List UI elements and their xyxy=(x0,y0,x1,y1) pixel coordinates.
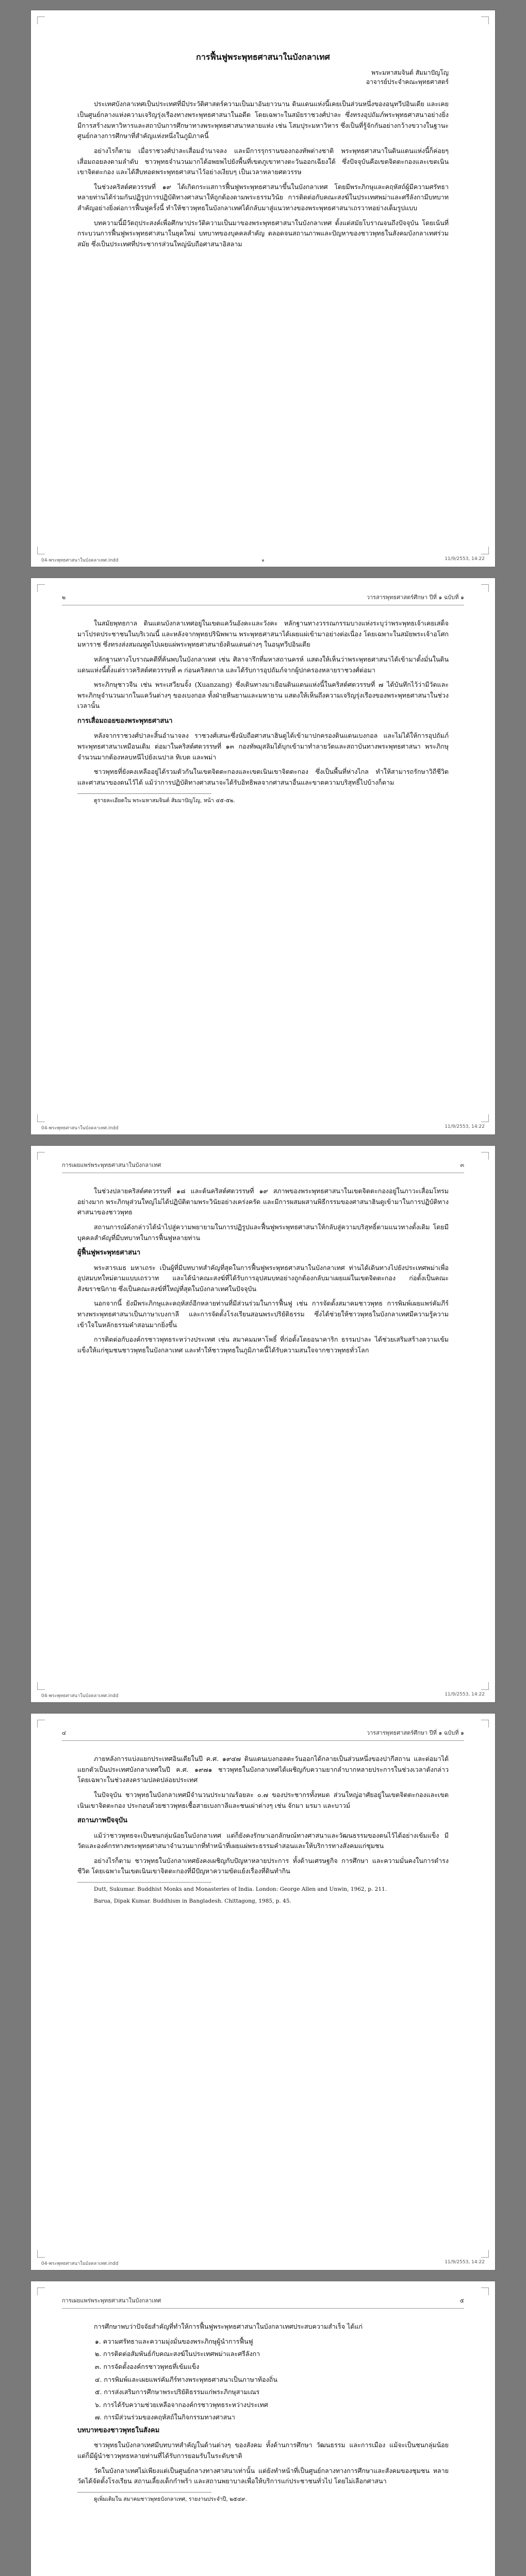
page-content xyxy=(77,2321,449,2576)
footer-date: 11/9/2553, 14:22 xyxy=(445,2260,485,2265)
list-item: ๑. ความศรัทธาและความมุ่งมั่นของพระภิกษุผู้นำการฟื้นฟู xyxy=(95,2337,253,2345)
crop-mark xyxy=(481,1682,489,1690)
paragraph: สถานการณ์ดังกล่าวได้นำไปสู่ความพยายามในการปฏิรูปและฟื้นฟูพระพุทธศาสนาให้กลับสู่ความบริสุทธิ์ตามแนวทางดั้งเดิม โดยมีบุคคลสำคัญที่มีบทบาทในการฟื้นฟูหลายท่าน xyxy=(77,1223,449,1242)
header-page-number: ๒ xyxy=(62,594,66,601)
footnote-rule xyxy=(77,2492,211,2496)
paragraph: พระสารเมธ มหาเถระ เป็นผู้ที่มีบทบาทสำคัญที่สุดในการฟื้นฟูพระพุทธศาสนาในบังกลาเทศ ท่านได้เดินทางไปยังประเทศพม่าเพื่ออุปสมบทใหม่ตามแบบเถรวาท และได้นำคณะสงฆ์ที่ได้รับการอุปสมบทอย่างถูกต้องกลับมาเผยแผ่ในเขตจิตตะกอง ก่อตั้งเป็นคณะสังฆราชนิกาย ซึ่งเป็นคณะสงฆ์ที่ใหญ่ที่สุดในบังกลาเทศในปัจจุบัน xyxy=(77,1263,449,1293)
paragraph: ในสมัยพุทธกาล ดินแดนบังกลาเทศอยู่ในเขตแคว้นอังคะและวังคะ หลักฐานทางวรรณกรรมบางแห่งระบุว่าพระพุทธเจ้าเคยเสด็จมาโปรดประชาชนในบริเวณนี้ และหลังจากพุทธปรินิพพาน พระพุทธศาสนาได้เผยแผ่เข้ามาอย่างต่อเนื่อง โดยเฉพาะในสมัยพระเจ้าอโศกมหาราช ซึ่งทรงส่งสมณทูตไปเผยแผ่พระพุทธศาสนายังดินแดนต่างๆ ในอนุทวีปอินเดีย xyxy=(77,619,449,649)
document-page-3 xyxy=(31,1146,495,1702)
paragraph: ในปัจจุบัน ชาวพุทธในบังกลาเทศมีจำนวนประมาณร้อยละ ๐.๗ ของประชากรทั้งหมด ส่วนใหญ่อาศัยอยู่ในเขตจิตตะกองและเขตเนินเขาจิตตะกอง ประกอบด้วยชาวพุทธเชื้อสายเบงกาลีและชนเผ่าต่างๆ เช่น จักมา มรมา และบาวม์ xyxy=(77,1790,449,1809)
crop-mark xyxy=(481,1114,489,1122)
paragraph: ในช่วงคริสต์ศตวรรษที่ ๑๙ ได้เกิดกระแสการฟื้นฟูพระพุทธศาสนาขึ้นในบังกลาเทศ โดยมีพระภิกษุและคฤหัสถ์ผู้มีความศรัทธาหลายท่านได้ร่วมกันปฏิรูปการปฏิบัติทางศาสนาให้ถูกต้องตามพระธรรมวินัย การติดต่อกับคณะสงฆ์ในประเทศพม่าและศรีลังกามีบทบาทสำคัญอย่างยิ่งต่อการฟื้นฟูครั้งนี้ ทำให้ชาวพุทธในบังกลาเทศได้กลับมาสู่แนวทางของพระพุทธศาสนาเถรวาทอย่างเต็มรูปแบบ xyxy=(77,182,449,212)
list-item: ๒. การติดต่อสัมพันธ์กับคณะสงฆ์ในประเทศพม่าและศรีลังกา xyxy=(95,2350,260,2358)
page-footer xyxy=(41,1124,485,1131)
list-item: ๕. การส่งเสริมการศึกษาพระปริยัติธรรมแก่พระภิกษุสามเณร xyxy=(95,2388,260,2396)
author-block xyxy=(77,68,449,87)
header-page-number: ๕ xyxy=(459,2297,464,2304)
section-heading: สถานภาพปัจจุบัน xyxy=(77,1817,128,1825)
crop-mark xyxy=(481,547,489,554)
list-item: ๗. การมีส่วนร่วมของคฤหัสถ์ในกิจกรรมทางศาสนา xyxy=(95,2413,235,2421)
footer-page-number: ๑ xyxy=(261,558,265,563)
crop-mark xyxy=(37,1682,45,1690)
paragraph: พระภิกษุชาวจีน เช่น พระเสวียนจั้ง (Xuanzang) ซึ่งเดินทางมาเยือนดินแดนแห่งนี้ในคริสต์ศตวรรษที่ ๗ ได้บันทึกไว้ว่ามีวัดและพระภิกษุจำนวนมากในแคว้นต่างๆ ของเบงกอล ทั้งฝ่ายหีนยานและมหายาน แสดงให้เห็นถึงความเจริญรุ่งเรืองของพระพุทธศาสนาในช่วงเวลานั้น xyxy=(77,681,449,710)
footnote: Dutt, Sukumar. Buddhist Monks and Monasteries of India. London: George Allen and Unwin, 1962, p. 211. xyxy=(94,1886,387,1893)
page-footer xyxy=(41,1692,485,1699)
paragraph: ชาวพุทธในบังกลาเทศมีบทบาทสำคัญในด้านต่างๆ ของสังคม ทั้งด้านการศึกษา วัฒนธรรม และการเมือง แม้จะเป็นชนกลุ่มน้อย แต่ก็มีผู้นำชาวพุทธหลายท่านที่ได้รับการยอมรับในระดับชาติ xyxy=(77,2441,449,2460)
article-title: การฟื้นฟูพระพุทธศาสนาในบังกลาเทศ xyxy=(196,52,330,62)
running-header xyxy=(62,2296,464,2306)
paragraph: อย่างไรก็ตาม ชาวพุทธในบังกลาเทศยังคงเผชิญกับปัญหาหลายประการ ทั้งด้านเศรษฐกิจ การศึกษา และความมั่นคงในการดำรงชีวิต โดยเฉพาะในเขตเนินเขาจิตตะกองที่มีปัญหาความขัดแย้งเรื่องที่ดินทำกิน xyxy=(77,1856,449,1875)
paragraph: การศึกษาพบว่าปัจจัยสำคัญที่ทำให้การฟื้นฟูพระพุทธศาสนาในบังกลาเทศประสบความสำเร็จ ได้แก่ xyxy=(94,2323,363,2330)
list-item: ๓. การจัดตั้งองค์กรชาวพุทธที่เข้มแข็ง xyxy=(95,2362,200,2370)
page-content xyxy=(77,618,449,1093)
page-content xyxy=(77,1754,449,2229)
crop-mark xyxy=(481,16,489,24)
footer-date: 11/9/2553, 14:22 xyxy=(445,556,485,562)
footnote-rule xyxy=(77,1882,211,1886)
footer-date: 11/9/2553, 14:22 xyxy=(445,1692,485,1697)
crop-mark xyxy=(37,1114,45,1122)
crop-mark xyxy=(37,2287,45,2295)
header-rule xyxy=(62,2308,464,2309)
section-heading: บทบาทของชาวพุทธในสังคม xyxy=(77,2427,160,2434)
section-heading: ผู้ฟื้นฟูพระพุทธศาสนา xyxy=(77,1249,141,1257)
crop-mark xyxy=(37,547,45,554)
crop-mark xyxy=(37,584,45,592)
page-content xyxy=(77,50,449,526)
page-footer xyxy=(41,556,485,564)
list-item: ๔. การพิมพ์และเผยแพร่คัมภีร์ทางพระพุทธศาสนาเป็นภาษาท้องถิ่น xyxy=(95,2375,277,2383)
list-item: ๖. การได้รับความช่วยเหลือจากองค์กรชาวพุทธระหว่างประเทศ xyxy=(95,2400,268,2409)
header-page-number: ๓ xyxy=(460,1162,464,1168)
page-footer xyxy=(41,2260,485,2267)
running-header xyxy=(62,592,464,603)
header-page-number: ๔ xyxy=(62,1730,67,1736)
author-affiliation: อาจารย์ประจำคณะพุทธศาสตร์ xyxy=(366,78,449,86)
running-header xyxy=(62,1160,464,1171)
paragraph: หลักฐานทางโบราณคดีที่ค้นพบในบังกลาเทศ เช่น ศิลาจารึกที่มหาสถานครห์ แสดงให้เห็นว่าพระพุทธศาสนาได้เข้ามาตั้งมั่นในดินแดนแห่งนี้ตั้งแต่ราวคริสต์ศตวรรษที่ ๓ ก่อนคริสตกาล และได้รับการอุปถัมภ์จากผู้ปกครองหลายราชวงศ์ต่อมา xyxy=(77,655,449,674)
footer-date: 11/9/2553, 14:22 xyxy=(445,1124,485,1129)
section-heading: การเสื่อมถอยของพระพุทธศาสนา xyxy=(77,717,173,725)
paragraph: หลังจากราชวงศ์ปาละสิ้นอำนาจลง ราชวงศ์เสนะซึ่งนับถือศาสนาฮินดูได้เข้ามาปกครองดินแดนเบงกอล และไม่ได้ให้การอุปถัมภ์พระพุทธศาสนาเหมือนเดิม ต่อมาในคริสต์ศตวรรษที่ ๑๓ กองทัพมุสลิมได้บุกเข้ามาทำลายวัดและสถาบันทางพระพุทธศาสนา พระภิกษุจำนวนมากต้องหลบหนีไปยังเนปาล ทิเบต และพม่า xyxy=(77,732,449,761)
crop-mark xyxy=(37,2250,45,2258)
header-article-title: การเผยแพร่พระพุทธศาสนาในบังกลาเทศ xyxy=(62,1162,161,1168)
document-page-1 xyxy=(31,10,495,567)
crop-mark xyxy=(37,16,45,24)
paragraph: การติดต่อกับองค์กรชาวพุทธระหว่างประเทศ เช่น สมาคมมหาโพธิ์ ที่ก่อตั้งโดยอนาคาริก ธรรมปาละ ได้ช่วยเสริมสร้างความเข้มแข็งให้แก่ชุมชนชาวพุทธในบังกลาเทศ และทำให้ชาวพุทธในภูมิภาคนี้ได้รับความสนใจจากชาวพุทธทั่วโลก xyxy=(77,1335,449,1354)
footnote: ดูรายละเอียดใน พระมหาสมจินต์ สัมมาปัญโญ, หน้า ๔๕-๕๒. xyxy=(94,797,235,804)
crop-mark xyxy=(37,1152,45,1160)
footnote: ดูเพิ่มเติมใน สมาคมชาวพุทธบังกลาเทศ, รายงานประจำปี, ๒๕๔๙. xyxy=(94,2496,247,2502)
footnote: Barua, Dipak Kumar. Buddhism in Bangladesh. Chittagong, 1985, p. 45. xyxy=(94,1898,291,1905)
footer-file: 04-พระพุทธศาสนาในบังคลาเทศ.indd xyxy=(41,558,119,563)
running-header xyxy=(62,1728,464,1738)
footer-file: 04-พระพุทธศาสนาในบังคลาเทศ.indd xyxy=(41,1693,119,1699)
paragraph: ภายหลังการแบ่งแยกประเทศอินเดียในปี ค.ศ. ๑๙๔๗ ดินแดนเบงกอลตะวันออกได้กลายเป็นส่วนหนึ่งของปากีสถาน และต่อมาได้แยกตัวเป็นประเทศบังกลาเทศในปี ค.ศ. ๑๙๗๑ ชาวพุทธในบังกลาเทศได้เผชิญกับความยากลำบากหลายประการในช่วงเวลาดังกล่าว โดยเฉพาะในช่วงสงครามปลดปล่อยประเทศ xyxy=(77,1755,449,1784)
footnote-rule xyxy=(77,793,211,797)
document-page-5 xyxy=(31,2281,495,2576)
paragraph: ชาวพุทธที่ยังคงเหลืออยู่ได้รวมตัวกันในเขตจิตตะกองและเขตเนินเขาจิตตะกอง ซึ่งเป็นพื้นที่ห่างไกล ทำให้สามารถรักษาวิถีชีวิตและศาสนาของตนไว้ได้ แม้ว่าการปฏิบัติทางศาสนาจะได้รับอิทธิพลจากศาสนาอื่นและขาดความบริสุทธิ์ไปบ้างก็ตาม xyxy=(77,768,449,786)
crop-mark xyxy=(37,1720,45,1727)
header-rule xyxy=(62,1740,464,1741)
header-article-title: การเผยแพร่พระพุทธศาสนาในบังกลาเทศ xyxy=(62,2297,161,2304)
crop-mark xyxy=(481,1720,489,1727)
crop-mark xyxy=(481,2250,489,2258)
document-page-2 xyxy=(31,578,495,1134)
paragraph: ในช่วงปลายคริสต์ศตวรรษที่ ๑๘ และต้นคริสต์ศตวรรษที่ ๑๙ สภาพของพระพุทธศาสนาในเขตจิตตะกองอยู่ในภาวะเสื่อมโทรมอย่างมาก พระภิกษุส่วนใหญ่ไม่ได้ปฏิบัติตามพระวินัยอย่างเคร่งครัด และมีการผสมผสานพิธีกรรมของศาสนาฮินดูเข้ามาในการปฏิบัติทางศาสนาของชาวพุทธ xyxy=(77,1187,449,1216)
header-journal-title: วารสารพุทธศาสตร์ศึกษา ปีที่ ๑ ฉบับที่ ๑ xyxy=(366,594,464,601)
footer-file: 04-พระพุทธศาสนาในบังคลาเทศ.indd xyxy=(41,2261,119,2266)
crop-mark xyxy=(481,2287,489,2295)
page-content xyxy=(77,1186,449,1661)
paragraph: วัดในบังกลาเทศไม่เพียงแต่เป็นศูนย์กลางทางศาสนาเท่านั้น แต่ยังทำหน้าที่เป็นศูนย์กลางทางการศึกษาและสังคมของชุมชน หลายวัดได้จัดตั้งโรงเรียน สถานเลี้ยงเด็กกำพร้า และสถานพยาบาลเพื่อให้บริการแก่ประชาชนทั่วไป โดยไม่เลือกศาสนา xyxy=(77,2466,449,2485)
paragraph: แม้ว่าชาวพุทธจะเป็นชนกลุ่มน้อยในบังกลาเทศ แต่ก็ยังคงรักษาเอกลักษณ์ทางศาสนาและวัฒนธรรมของตนไว้ได้อย่างเข้มแข็ง มีวัดและองค์กรทางพระพุทธศาสนาจำนวนมากที่ทำหน้าที่เผยแผ่พระธรรมคำสอนและให้บริการทางสังคมแก่ชุมชน xyxy=(77,1831,449,1850)
header-journal-title: วารสารพุทธศาสตร์ศึกษา ปีที่ ๑ ฉบับที่ ๑ xyxy=(366,1730,464,1736)
footer-file: 04-พระพุทธศาสนาในบังคลาเทศ.indd xyxy=(41,1126,119,1131)
crop-mark xyxy=(481,1152,489,1160)
paragraph: บทความนี้มีวัตถุประสงค์เพื่อศึกษาประวัติความเป็นมาของพระพุทธศาสนาในบังกลาเทศ ตั้งแต่สมัยโบราณจนถึงปัจจุบัน โดยเน้นที่กระบวนการฟื้นฟูพระพุทธศาสนาในยุคใหม่ บทบาทของบุคคลสำคัญ ตลอดจนสถานภาพและปัญหาของชาวพุทธในสังคมบังกลาเทศร่วมสมัย ซึ่งเป็นประเทศที่ประชากรส่วนใหญ่นับถือศาสนาอิสลาม xyxy=(77,218,449,248)
document-page-4 xyxy=(31,1714,495,2270)
paragraph: อย่างไรก็ตาม เมื่อราชวงศ์ปาละเสื่อมอำนาจลง และมีการรุกรานของกองทัพต่างชาติ พระพุทธศาสนาในดินแดนแห่งนี้ก็ค่อยๆ เสื่อมถอยลงตามลำดับ ชาวพุทธจำนวนมากได้อพยพไปยังพื้นที่เขตภูเขาทางตะวันออกเฉียงใต้ ซึ่งปัจจุบันคือเขตจิตตะกองและเขตเนินเขาจิตตะกอง และได้สืบทอดพระพุทธศาสนาไว้อย่างเงียบๆ เป็นเวลาหลายศตวรรษ xyxy=(77,146,449,176)
crop-mark xyxy=(481,584,489,592)
paragraph: นอกจากนี้ ยังมีพระภิกษุและคฤหัสถ์อีกหลายท่านที่มีส่วนร่วมในการฟื้นฟู เช่น การจัดตั้งสมาคมชาวพุทธ การพิมพ์เผยแพร่คัมภีร์ทางพระพุทธศาสนาเป็นภาษาเบงกาลี และการจัดตั้งโรงเรียนสอนพระปริยัติธรรม ซึ่งได้ช่วยให้ชาวพุทธในบังกลาเทศมีความรู้ความเข้าใจในหลักธรรมคำสอนมากยิ่งขึ้น xyxy=(77,1299,449,1329)
author-name: พระมหาสมจินต์ สัมมาปัญโญ xyxy=(371,69,449,77)
paragraph: ประเทศบังกลาเทศเป็นประเทศที่มีประวัติศาสตร์ความเป็นมาอันยาวนาน ดินแดนแห่งนี้เคยเป็นส่วนหนึ่งของอนุทวีปอินเดีย และเคยเป็นศูนย์กลางแห่งความเจริญรุ่งเรืองทางพระพุทธศาสนาในอดีต โดยเฉพาะในสมัยราชวงศ์ปาละ ซึ่งทรงอุปถัมภ์พระพุทธศาสนาอย่างยิ่ง มีการสร้างมหาวิหารและสถาบันการศึกษาทางพระพุทธศาสนาหลายแห่ง เช่น โสมปุระมหาวิหาร ซึ่งเป็นที่รู้จักกันอย่างกว้างขวางในฐานะศูนย์กลางการศึกษาที่สำคัญแห่งหนึ่งในภูมิภาคนี้ xyxy=(77,100,449,140)
